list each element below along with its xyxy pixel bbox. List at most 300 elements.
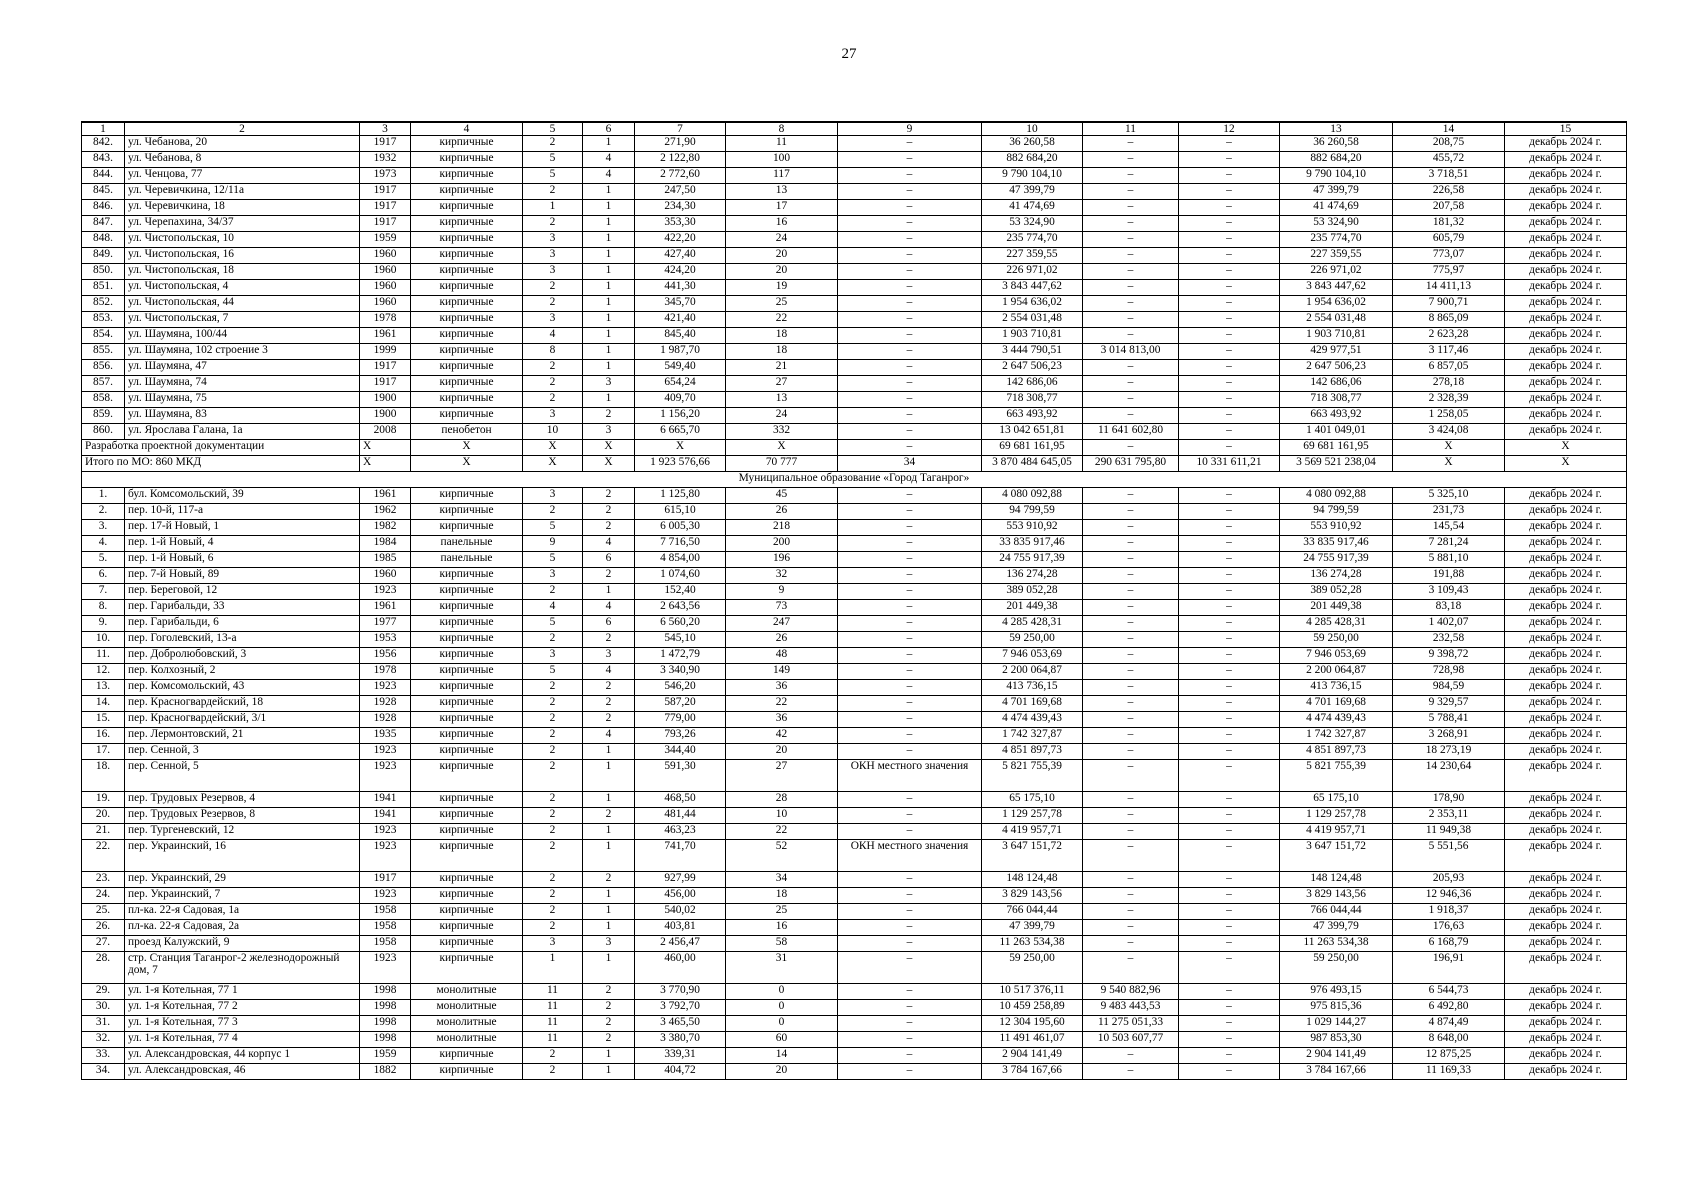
table-cell-col-6: 1 <box>583 952 635 984</box>
table-cell-col-13: 7 946 053,69 <box>1280 648 1393 664</box>
table-cell-col-4: кирпичные <box>411 904 523 920</box>
table-cell-col-1: 34. <box>82 1064 125 1080</box>
table-cell-col-8: 117 <box>726 168 838 184</box>
table-cell-col-11: – <box>1083 616 1179 632</box>
table-cell-col-11: – <box>1083 280 1179 296</box>
table-row <box>82 408 1627 424</box>
table-cell-col-13: 389 052,28 <box>1280 584 1393 600</box>
table-cell-col-11: – <box>1083 552 1179 568</box>
table-cell-col-10: 1 742 327,87 <box>982 728 1083 744</box>
table-cell-col-4: кирпичные <box>411 680 523 696</box>
table-cell-col-11: – <box>1083 792 1179 808</box>
table-cell-col-4: кирпичные <box>411 488 523 504</box>
table-cell-col-8: 26 <box>726 632 838 648</box>
table-cell-col-1: 8. <box>82 600 125 616</box>
table-cell-col-7: 615,10 <box>635 504 726 520</box>
table-cell-col-2: проезд Калужский, 9 <box>125 936 360 952</box>
table-cell-col-9: – <box>838 1016 982 1032</box>
table-cell-col-12: – <box>1179 216 1280 232</box>
table-cell-col-14: 9 329,57 <box>1393 696 1505 712</box>
table-cell-col-9: – <box>838 728 982 744</box>
table-cell-col-2: пер. Украинский, 7 <box>125 888 360 904</box>
table-row <box>82 584 1627 600</box>
table-cell-col-7: 460,00 <box>635 952 726 984</box>
table-cell-col-15: декабрь 2024 г. <box>1505 920 1627 936</box>
table-cell-col-12: – <box>1179 760 1280 792</box>
table-cell-col-13: 59 250,00 <box>1280 952 1393 984</box>
table-cell-col-7: 3 465,50 <box>635 1016 726 1032</box>
table-row <box>82 568 1627 584</box>
column-number-col-7: 7 <box>635 122 726 136</box>
table-cell-col-11: – <box>1083 696 1179 712</box>
table-cell-col-6: 2 <box>583 504 635 520</box>
total-cell-col-3: X <box>360 456 411 472</box>
table-cell-col-12: – <box>1179 1016 1280 1032</box>
table-cell-col-7: 409,70 <box>635 392 726 408</box>
section-title-row <box>82 472 1627 488</box>
table-cell-col-2: пер. Гоголевский, 13-а <box>125 632 360 648</box>
table-cell-col-8: 20 <box>726 248 838 264</box>
table-cell-col-4: кирпичные <box>411 920 523 936</box>
table-cell-col-2: пер. Колхозный, 2 <box>125 664 360 680</box>
table-cell-col-5: 2 <box>523 376 583 392</box>
table-cell-col-10: 2 904 141,49 <box>982 1048 1083 1064</box>
table-cell-col-9: – <box>838 648 982 664</box>
table-cell-col-2: ул. Шаумяна, 75 <box>125 392 360 408</box>
table-cell-col-1: 857. <box>82 376 125 392</box>
table-cell-col-3: 1978 <box>360 664 411 680</box>
table-cell-col-10: 47 399,79 <box>982 184 1083 200</box>
table-cell-col-14: 11 169,33 <box>1393 1064 1505 1080</box>
table-cell-col-9: – <box>838 712 982 728</box>
table-cell-col-11: – <box>1083 504 1179 520</box>
table-cell-col-3: 1917 <box>360 184 411 200</box>
table-cell-col-3: 1882 <box>360 1064 411 1080</box>
table-cell-col-2: стр. Станция Таганрог-2 железнодорожный дом, 7 <box>125 952 360 984</box>
table-cell-col-2: ул. Чистопольская, 16 <box>125 248 360 264</box>
table-cell-col-3: 1960 <box>360 248 411 264</box>
table-cell-col-7: 353,30 <box>635 216 726 232</box>
table-cell-col-4: кирпичные <box>411 232 523 248</box>
table-cell-col-10: 226 971,02 <box>982 264 1083 280</box>
table-cell-col-3: 1960 <box>360 264 411 280</box>
table-cell-col-11: – <box>1083 872 1179 888</box>
table-cell-col-6: 1 <box>583 584 635 600</box>
table-cell-col-10: 47 399,79 <box>982 920 1083 936</box>
table-cell-col-8: 13 <box>726 392 838 408</box>
table-cell-col-7: 2 122,80 <box>635 152 726 168</box>
table-cell-col-7: 3 770,90 <box>635 984 726 1000</box>
total-cell-col-15: X <box>1505 456 1627 472</box>
column-number-col-4: 4 <box>411 122 523 136</box>
table-cell-col-6: 2 <box>583 520 635 536</box>
table-cell-col-9: – <box>838 696 982 712</box>
table-cell-col-3: 1958 <box>360 936 411 952</box>
table-cell-col-3: 1923 <box>360 952 411 984</box>
table-cell-col-10: 11 263 534,38 <box>982 936 1083 952</box>
table-cell-col-9: – <box>838 808 982 824</box>
table-cell-col-4: монолитные <box>411 1000 523 1016</box>
table-row <box>82 232 1627 248</box>
table-row <box>82 328 1627 344</box>
table-cell-col-11: 11 641 602,80 <box>1083 424 1179 440</box>
table-cell-col-2: пер. Лермонтовский, 21 <box>125 728 360 744</box>
table-cell-col-12: – <box>1179 920 1280 936</box>
table-cell-col-5: 2 <box>523 920 583 936</box>
table-cell-col-12: – <box>1179 536 1280 552</box>
table-cell-col-7: 427,40 <box>635 248 726 264</box>
table-row <box>82 1064 1627 1080</box>
table-cell-col-14: 12 946,36 <box>1393 888 1505 904</box>
table-cell-col-13: 987 853,30 <box>1280 1032 1393 1048</box>
table-cell-col-10: 4 080 092,88 <box>982 488 1083 504</box>
table-cell-col-2: ул. Шаумяна, 102 строение 3 <box>125 344 360 360</box>
table-cell-col-10: 227 359,55 <box>982 248 1083 264</box>
table-cell-col-14: 1 258,05 <box>1393 408 1505 424</box>
table-cell-col-6: 1 <box>583 328 635 344</box>
table-cell-col-13: 553 910,92 <box>1280 520 1393 536</box>
table-cell-col-13: 47 399,79 <box>1280 184 1393 200</box>
table-row <box>82 680 1627 696</box>
table-cell-col-7: 1 125,80 <box>635 488 726 504</box>
table-row <box>82 376 1627 392</box>
table-cell-col-9: – <box>838 360 982 376</box>
table-cell-col-12: – <box>1179 168 1280 184</box>
table-cell-col-8: 19 <box>726 280 838 296</box>
table-row <box>82 280 1627 296</box>
table-cell-col-5: 2 <box>523 296 583 312</box>
table-cell-col-6: 6 <box>583 552 635 568</box>
table-cell-col-1: 23. <box>82 872 125 888</box>
column-number-row <box>82 122 1627 136</box>
table-cell-col-3: 1998 <box>360 984 411 1000</box>
table-cell-col-1: 854. <box>82 328 125 344</box>
table-cell-col-1: 843. <box>82 152 125 168</box>
table-cell-col-6: 1 <box>583 200 635 216</box>
column-number-col-12: 12 <box>1179 122 1280 136</box>
table-cell-col-14: 207,58 <box>1393 200 1505 216</box>
table-cell-col-7: 927,99 <box>635 872 726 888</box>
table-cell-col-7: 3 792,70 <box>635 1000 726 1016</box>
table-cell-col-2: пл-ка. 22-я Садовая, 1а <box>125 904 360 920</box>
table-cell-col-11: – <box>1083 712 1179 728</box>
table-row <box>82 984 1627 1000</box>
table-cell-col-14: 18 273,19 <box>1393 744 1505 760</box>
table-cell-col-1: 31. <box>82 1016 125 1032</box>
table-cell-col-1: 842. <box>82 136 125 152</box>
table-cell-col-11: – <box>1083 632 1179 648</box>
table-cell-col-13: 227 359,55 <box>1280 248 1393 264</box>
table-cell-col-4: кирпичные <box>411 824 523 840</box>
table-cell-col-3: 1923 <box>360 584 411 600</box>
table-cell-col-15: декабрь 2024 г. <box>1505 1000 1627 1016</box>
table-cell-col-11: – <box>1083 536 1179 552</box>
table-cell-col-11: – <box>1083 392 1179 408</box>
table-cell-col-4: кирпичные <box>411 1064 523 1080</box>
table-cell-col-6: 1 <box>583 744 635 760</box>
table-cell-col-6: 2 <box>583 488 635 504</box>
table-cell-col-6: 1 <box>583 840 635 872</box>
table-cell-col-14: 6 492,80 <box>1393 1000 1505 1016</box>
table-cell-col-13: 976 493,15 <box>1280 984 1393 1000</box>
design-cell-col-11: – <box>1083 440 1179 456</box>
table-cell-col-12: – <box>1179 392 1280 408</box>
table-cell-col-7: 591,30 <box>635 760 726 792</box>
total-cell-col-5: X <box>523 456 583 472</box>
table-cell-col-8: 22 <box>726 312 838 328</box>
total-cell-col-13: 3 569 521 238,04 <box>1280 456 1393 472</box>
design-cell-col-5: X <box>523 440 583 456</box>
table-cell-col-13: 2 647 506,23 <box>1280 360 1393 376</box>
table-cell-col-7: 654,24 <box>635 376 726 392</box>
total-cell-col-8: 70 777 <box>726 456 838 472</box>
table-cell-col-8: 196 <box>726 552 838 568</box>
table-cell-col-14: 6 857,05 <box>1393 360 1505 376</box>
table-cell-col-2: пл-ка. 22-я Садовая, 2а <box>125 920 360 936</box>
table-row <box>82 872 1627 888</box>
table-cell-col-2: пер. Трудовых Резервов, 4 <box>125 792 360 808</box>
table-cell-col-15: декабрь 2024 г. <box>1505 936 1627 952</box>
table-cell-col-10: 1 903 710,81 <box>982 328 1083 344</box>
table-cell-col-3: 1917 <box>360 872 411 888</box>
table-cell-col-9: – <box>838 936 982 952</box>
table-cell-col-6: 1 <box>583 136 635 152</box>
table-cell-col-5: 11 <box>523 984 583 1000</box>
table-cell-col-9: – <box>838 792 982 808</box>
table-cell-col-11: – <box>1083 360 1179 376</box>
table-cell-col-9: – <box>838 568 982 584</box>
table-cell-col-7: 422,20 <box>635 232 726 248</box>
table-cell-col-13: 1 742 327,87 <box>1280 728 1393 744</box>
table-cell-col-8: 20 <box>726 1064 838 1080</box>
table-cell-col-6: 2 <box>583 408 635 424</box>
table-cell-col-4: кирпичные <box>411 600 523 616</box>
table-cell-col-3: 1961 <box>360 328 411 344</box>
table-cell-col-8: 42 <box>726 728 838 744</box>
table-cell-col-3: 1900 <box>360 408 411 424</box>
table-cell-col-1: 27. <box>82 936 125 952</box>
table-cell-col-5: 2 <box>523 392 583 408</box>
table-cell-col-6: 1 <box>583 1048 635 1064</box>
table-cell-col-13: 148 124,48 <box>1280 872 1393 888</box>
table-cell-col-5: 3 <box>523 648 583 664</box>
table-cell-col-10: 2 647 506,23 <box>982 360 1083 376</box>
table-cell-col-15: декабрь 2024 г. <box>1505 552 1627 568</box>
table-cell-col-15: декабрь 2024 г. <box>1505 872 1627 888</box>
table-cell-col-3: 1998 <box>360 1000 411 1016</box>
table-cell-col-13: 5 821 755,39 <box>1280 760 1393 792</box>
table-cell-col-11: – <box>1083 648 1179 664</box>
table-cell-col-10: 13 042 651,81 <box>982 424 1083 440</box>
table-cell-col-7: 424,20 <box>635 264 726 280</box>
table-cell-col-4: кирпичные <box>411 392 523 408</box>
table-cell-col-10: 4 474 439,43 <box>982 712 1083 728</box>
table-row <box>82 632 1627 648</box>
table-cell-col-4: монолитные <box>411 984 523 1000</box>
table-cell-col-5: 9 <box>523 536 583 552</box>
table-cell-col-14: 226,58 <box>1393 184 1505 200</box>
table-cell-col-15: декабрь 2024 г. <box>1505 696 1627 712</box>
table-cell-col-5: 2 <box>523 840 583 872</box>
table-cell-col-8: 13 <box>726 184 838 200</box>
design-cell-col-8: X <box>726 440 838 456</box>
table-cell-col-15: декабрь 2024 г. <box>1505 888 1627 904</box>
table-cell-col-4: кирпичные <box>411 632 523 648</box>
table-cell-col-5: 5 <box>523 520 583 536</box>
table-cell-col-8: 20 <box>726 744 838 760</box>
table-cell-col-11: – <box>1083 488 1179 504</box>
table-cell-col-14: 14 230,64 <box>1393 760 1505 792</box>
table-cell-col-15: декабрь 2024 г. <box>1505 184 1627 200</box>
table-cell-col-6: 2 <box>583 712 635 728</box>
table-cell-col-1: 3. <box>82 520 125 536</box>
table-cell-col-1: 28. <box>82 952 125 984</box>
table-cell-col-10: 882 684,20 <box>982 152 1083 168</box>
table-cell-col-5: 11 <box>523 1000 583 1016</box>
table-cell-col-14: 231,73 <box>1393 504 1505 520</box>
table-cell-col-14: 8 865,09 <box>1393 312 1505 328</box>
table-row <box>82 664 1627 680</box>
table-cell-col-14: 775,97 <box>1393 264 1505 280</box>
table-cell-col-15: декабрь 2024 г. <box>1505 1048 1627 1064</box>
table-cell-col-1: 14. <box>82 696 125 712</box>
table-row <box>82 792 1627 808</box>
table-cell-col-9: – <box>838 632 982 648</box>
table-cell-col-3: 1917 <box>360 376 411 392</box>
table-cell-col-2: ул. Чебанова, 20 <box>125 136 360 152</box>
table-cell-col-3: 1960 <box>360 568 411 584</box>
table-cell-col-2: пер. Береговой, 12 <box>125 584 360 600</box>
table-cell-col-8: 16 <box>726 216 838 232</box>
table-cell-col-2: пер. 10-й, 117-а <box>125 504 360 520</box>
table-cell-col-8: 0 <box>726 1000 838 1016</box>
table-row <box>82 712 1627 728</box>
table-cell-col-8: 45 <box>726 488 838 504</box>
table-cell-col-9: – <box>838 408 982 424</box>
design-cell-col-7: X <box>635 440 726 456</box>
table-cell-col-14: 12 875,25 <box>1393 1048 1505 1064</box>
table-cell-col-12: – <box>1179 824 1280 840</box>
table-cell-col-6: 1 <box>583 760 635 792</box>
table-cell-col-15: декабрь 2024 г. <box>1505 232 1627 248</box>
table-cell-col-6: 2 <box>583 1000 635 1016</box>
table-row <box>82 136 1627 152</box>
table-cell-col-3: 1917 <box>360 216 411 232</box>
table-cell-col-1: 22. <box>82 840 125 872</box>
table-cell-col-13: 1 129 257,78 <box>1280 808 1393 824</box>
table-cell-col-3: 1923 <box>360 840 411 872</box>
table-cell-col-5: 5 <box>523 152 583 168</box>
table-cell-col-4: кирпичные <box>411 248 523 264</box>
table-cell-col-1: 24. <box>82 888 125 904</box>
table-cell-col-7: 152,40 <box>635 584 726 600</box>
table-cell-col-3: 1923 <box>360 824 411 840</box>
table-cell-col-2: ул. Черевичкина, 18 <box>125 200 360 216</box>
table-cell-col-8: 20 <box>726 264 838 280</box>
table-cell-col-7: 2 456,47 <box>635 936 726 952</box>
table-cell-col-12: – <box>1179 568 1280 584</box>
table-cell-col-8: 9 <box>726 584 838 600</box>
table-cell-col-7: 2 772,60 <box>635 168 726 184</box>
table-cell-col-4: кирпичные <box>411 664 523 680</box>
table-cell-col-13: 3 647 151,72 <box>1280 840 1393 872</box>
table-cell-col-15: декабрь 2024 г. <box>1505 600 1627 616</box>
table-cell-col-13: 4 285 428,31 <box>1280 616 1393 632</box>
table-cell-col-7: 741,70 <box>635 840 726 872</box>
table-cell-col-3: 1998 <box>360 1016 411 1032</box>
table-cell-col-12: – <box>1179 936 1280 952</box>
table-cell-col-9: – <box>838 264 982 280</box>
table-cell-col-4: кирпичные <box>411 584 523 600</box>
table-row <box>82 696 1627 712</box>
table-cell-col-8: 18 <box>726 344 838 360</box>
table-cell-col-11: – <box>1083 664 1179 680</box>
table-cell-col-6: 1 <box>583 312 635 328</box>
table-cell-col-13: 413 736,15 <box>1280 680 1393 696</box>
table-cell-col-11: – <box>1083 200 1179 216</box>
table-cell-col-10: 3 784 167,66 <box>982 1064 1083 1080</box>
table-cell-col-11: – <box>1083 216 1179 232</box>
table-cell-col-1: 5. <box>82 552 125 568</box>
table-cell-col-9: – <box>838 664 982 680</box>
table-cell-col-11: – <box>1083 408 1179 424</box>
table-cell-col-10: 33 835 917,46 <box>982 536 1083 552</box>
table-cell-col-6: 4 <box>583 168 635 184</box>
table-cell-col-6: 2 <box>583 872 635 888</box>
table-cell-col-4: кирпичные <box>411 296 523 312</box>
table-cell-col-8: 28 <box>726 792 838 808</box>
table-cell-col-11: – <box>1083 840 1179 872</box>
table-cell-col-5: 5 <box>523 616 583 632</box>
table-cell-col-5: 2 <box>523 184 583 200</box>
table-cell-col-2: ул. Шаумяна, 100/44 <box>125 328 360 344</box>
table-cell-col-15: декабрь 2024 г. <box>1505 744 1627 760</box>
table-cell-col-10: 142 686,06 <box>982 376 1083 392</box>
table-cell-col-1: 2. <box>82 504 125 520</box>
table-cell-col-4: панельные <box>411 536 523 552</box>
table-cell-col-8: 48 <box>726 648 838 664</box>
table-cell-col-10: 663 493,92 <box>982 408 1083 424</box>
table-cell-col-9: – <box>838 376 982 392</box>
table-cell-col-6: 3 <box>583 936 635 952</box>
table-cell-col-15: декабрь 2024 г. <box>1505 424 1627 440</box>
table-cell-col-5: 11 <box>523 1032 583 1048</box>
table-cell-col-9: – <box>838 1032 982 1048</box>
column-number-col-8: 8 <box>726 122 838 136</box>
table-cell-col-2: пер. Красногвардейский, 3/1 <box>125 712 360 728</box>
table-cell-col-15: декабрь 2024 г. <box>1505 136 1627 152</box>
table-cell-col-14: 83,18 <box>1393 600 1505 616</box>
table-cell-col-2: ул. Александровская, 44 корпус 1 <box>125 1048 360 1064</box>
table-cell-col-11: 11 275 051,33 <box>1083 1016 1179 1032</box>
table-cell-col-1: 6. <box>82 568 125 584</box>
table-cell-col-10: 2 200 064,87 <box>982 664 1083 680</box>
table-cell-col-9: – <box>838 744 982 760</box>
table-cell-col-13: 142 686,06 <box>1280 376 1393 392</box>
table-cell-col-15: декабрь 2024 г. <box>1505 264 1627 280</box>
table-cell-col-12: – <box>1179 728 1280 744</box>
table-row <box>82 824 1627 840</box>
table-row <box>82 1032 1627 1048</box>
table-cell-col-12: – <box>1179 664 1280 680</box>
table-cell-col-12: – <box>1179 872 1280 888</box>
table-cell-col-13: 4 851 897,73 <box>1280 744 1393 760</box>
table-cell-col-11: 10 503 607,77 <box>1083 1032 1179 1048</box>
table-cell-col-1: 845. <box>82 184 125 200</box>
table-cell-col-9: – <box>838 584 982 600</box>
table-cell-col-9: – <box>838 1064 982 1080</box>
design-cell-col-4: X <box>411 440 523 456</box>
